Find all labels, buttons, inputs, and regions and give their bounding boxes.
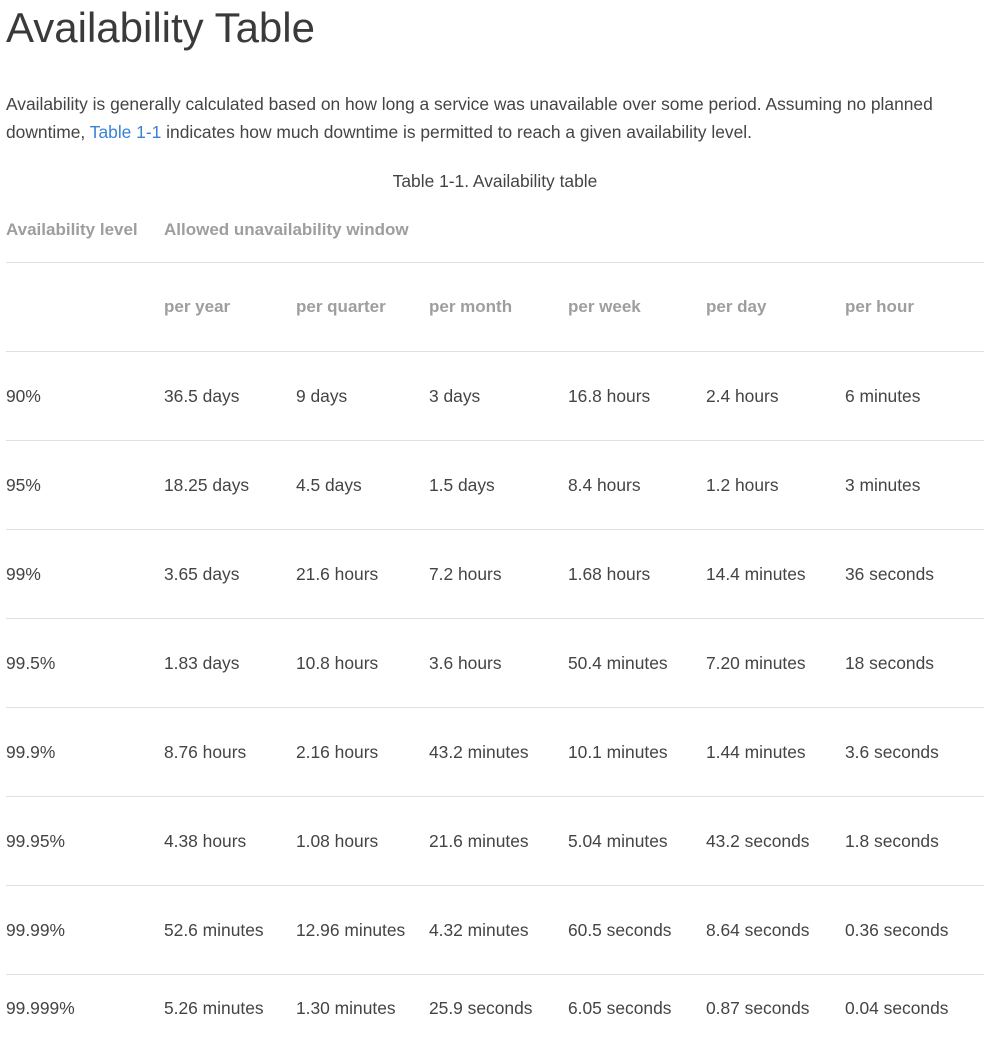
header-availability-level: Availability level xyxy=(6,198,164,263)
cell-per-hour: 3.6 seconds xyxy=(845,708,984,797)
page-title: Availability Table xyxy=(6,0,315,56)
table-1-1-link[interactable]: Table 1-1 xyxy=(90,122,162,142)
subheader-empty xyxy=(6,263,164,352)
intro-text-after: indicates how much downtime is permitted to reach a given availability level. xyxy=(161,122,752,142)
cell-per-year: 36.5 days xyxy=(164,352,296,441)
subheader-per-hour: per hour xyxy=(845,263,984,352)
cell-per-quarter: 9 days xyxy=(296,352,429,441)
subheader-per-month: per month xyxy=(429,263,568,352)
subheader-per-week: per week xyxy=(568,263,706,352)
cell-availability-level: 99.9% xyxy=(6,708,164,797)
table-row xyxy=(6,530,984,619)
intro-text-before: Availability is generally calculated based on how long a service was unavailable over some period. Assuming no planned downtime, xyxy=(6,94,933,142)
cell-per-year: 1.83 days xyxy=(164,619,296,708)
table-row xyxy=(6,797,984,886)
table-row xyxy=(6,352,984,441)
cell-per-month: 7.2 hours xyxy=(429,530,568,619)
cell-availability-level: 99.999% xyxy=(6,975,164,1041)
cell-per-day: 2.4 hours xyxy=(706,352,845,441)
cell-per-month: 1.5 days xyxy=(429,441,568,530)
cell-per-day: 43.2 seconds xyxy=(706,797,845,886)
cell-availability-level: 99.99% xyxy=(6,886,164,975)
cell-per-hour: 18 seconds xyxy=(845,619,984,708)
cell-per-year: 4.38 hours xyxy=(164,797,296,886)
cell-per-month: 3 days xyxy=(429,352,568,441)
cell-per-quarter: 10.8 hours xyxy=(296,619,429,708)
cell-per-quarter: 21.6 hours xyxy=(296,530,429,619)
subheader-per-day: per day xyxy=(706,263,845,352)
cell-per-month: 3.6 hours xyxy=(429,619,568,708)
cell-per-month: 25.9 seconds xyxy=(429,975,568,1041)
cell-per-day: 1.44 minutes xyxy=(706,708,845,797)
header-row xyxy=(6,198,984,263)
cell-availability-level: 90% xyxy=(6,352,164,441)
cell-per-month: 21.6 minutes xyxy=(429,797,568,886)
cell-per-day: 7.20 minutes xyxy=(706,619,845,708)
subheader-per-year: per year xyxy=(164,263,296,352)
subheader-per-quarter: per quarter xyxy=(296,263,429,352)
cell-per-week: 50.4 minutes xyxy=(568,619,706,708)
cell-per-day: 8.64 seconds xyxy=(706,886,845,975)
cell-per-year: 18.25 days xyxy=(164,441,296,530)
cell-per-hour: 6 minutes xyxy=(845,352,984,441)
cell-per-hour: 0.36 seconds xyxy=(845,886,984,975)
cell-per-year: 8.76 hours xyxy=(164,708,296,797)
table-caption: Table 1-1. Availability table xyxy=(6,167,984,195)
table-row xyxy=(6,441,984,530)
cell-per-hour: 36 seconds xyxy=(845,530,984,619)
table-row xyxy=(6,619,984,708)
cell-per-month: 4.32 minutes xyxy=(429,886,568,975)
cell-availability-level: 95% xyxy=(6,441,164,530)
cell-per-quarter: 2.16 hours xyxy=(296,708,429,797)
cell-per-hour: 3 minutes xyxy=(845,441,984,530)
cell-availability-level: 99% xyxy=(6,530,164,619)
table-row xyxy=(6,975,984,1041)
header-allowed-window: Allowed unavailability window xyxy=(164,198,984,263)
cell-per-quarter: 12.96 minutes xyxy=(296,886,429,975)
cell-availability-level: 99.5% xyxy=(6,619,164,708)
cell-per-week: 1.68 hours xyxy=(568,530,706,619)
cell-per-week: 5.04 minutes xyxy=(568,797,706,886)
cell-per-week: 60.5 seconds xyxy=(568,886,706,975)
intro-paragraph xyxy=(6,90,984,146)
cell-per-day: 1.2 hours xyxy=(706,441,845,530)
cell-per-quarter: 1.08 hours xyxy=(296,797,429,886)
cell-per-week: 10.1 minutes xyxy=(568,708,706,797)
cell-per-quarter: 4.5 days xyxy=(296,441,429,530)
cell-per-day: 14.4 minutes xyxy=(706,530,845,619)
cell-availability-level: 99.95% xyxy=(6,797,164,886)
availability-table xyxy=(6,198,984,1041)
cell-per-year: 5.26 minutes xyxy=(164,975,296,1041)
table-row xyxy=(6,886,984,975)
cell-per-week: 8.4 hours xyxy=(568,441,706,530)
cell-per-day: 0.87 seconds xyxy=(706,975,845,1041)
cell-per-quarter: 1.30 minutes xyxy=(296,975,429,1041)
cell-per-month: 43.2 minutes xyxy=(429,708,568,797)
subheader-row xyxy=(6,263,984,352)
cell-per-hour: 1.8 seconds xyxy=(845,797,984,886)
cell-per-week: 16.8 hours xyxy=(568,352,706,441)
table-row xyxy=(6,708,984,797)
cell-per-week: 6.05 seconds xyxy=(568,975,706,1041)
cell-per-year: 52.6 minutes xyxy=(164,886,296,975)
cell-per-hour: 0.04 seconds xyxy=(845,975,984,1041)
cell-per-year: 3.65 days xyxy=(164,530,296,619)
